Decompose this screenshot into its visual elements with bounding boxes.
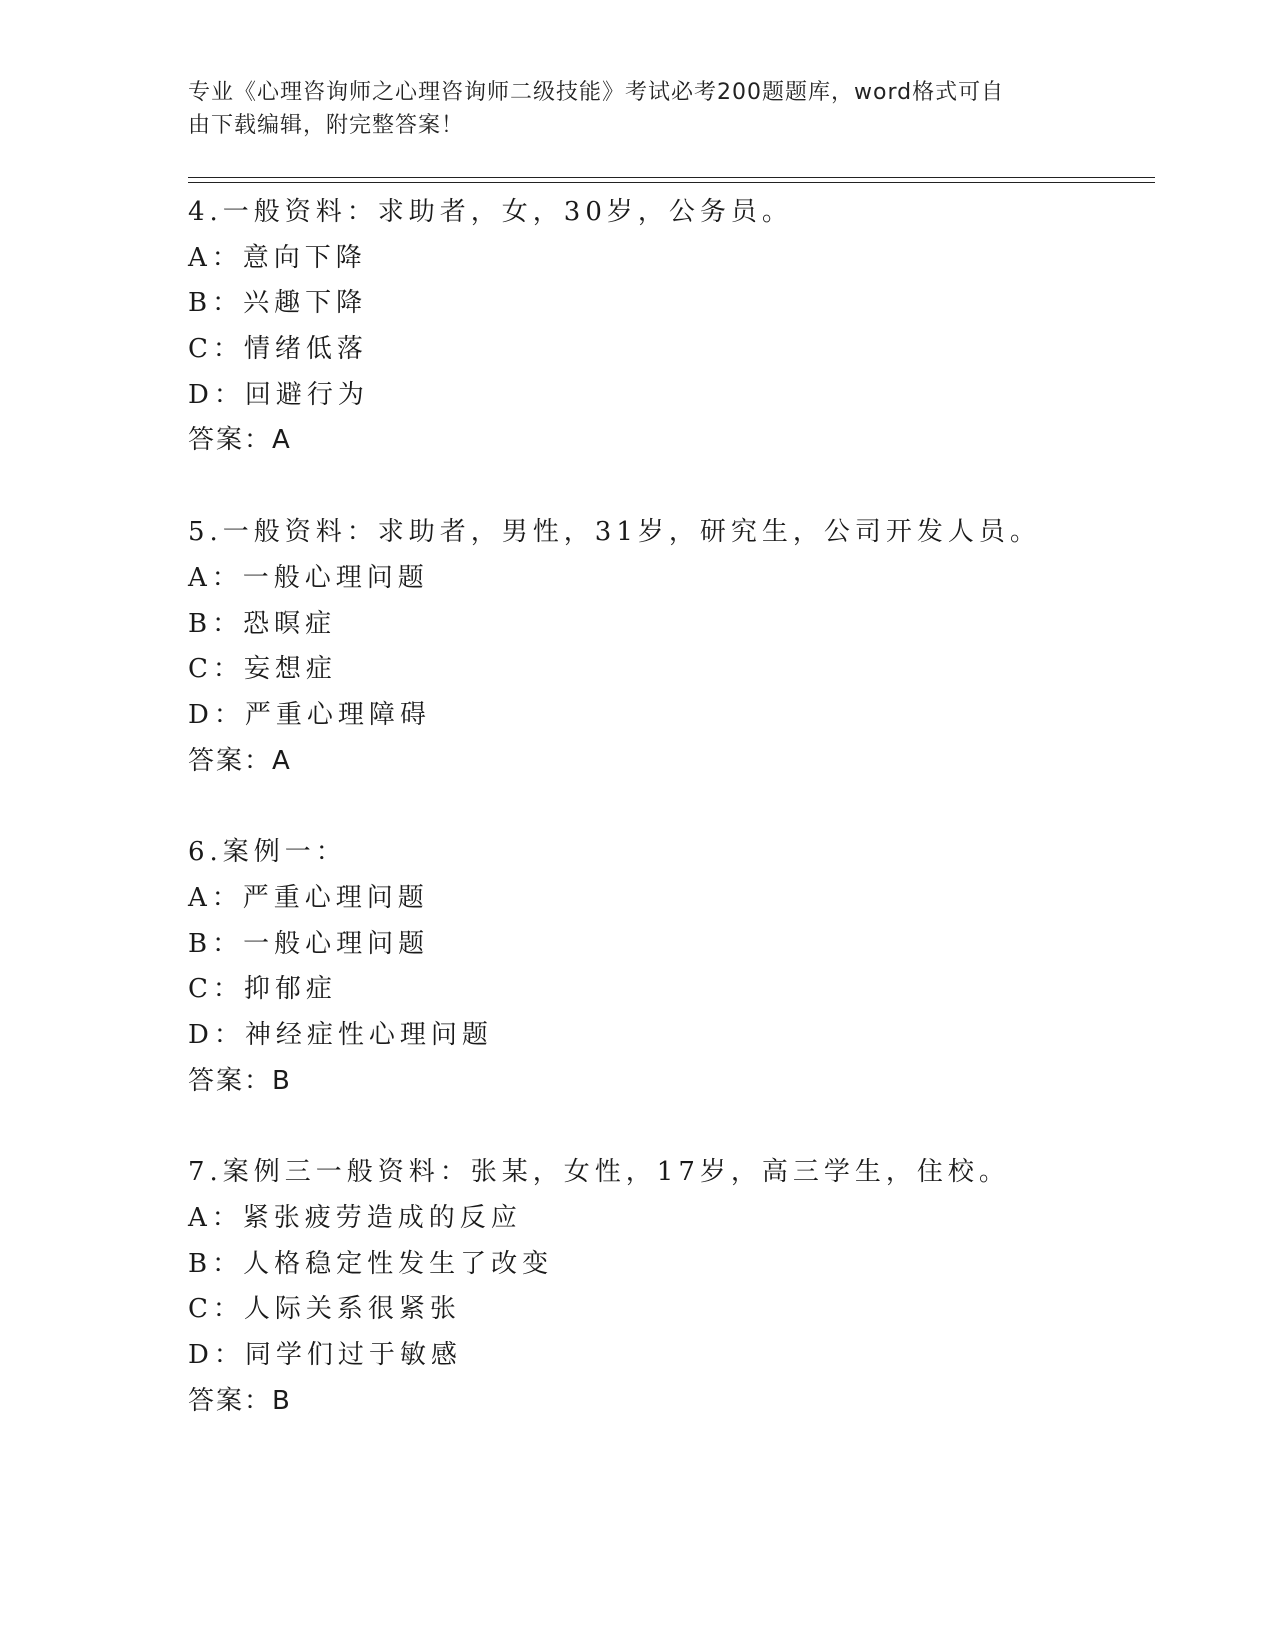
option-d: D：神经症性心理问题 — [188, 1020, 493, 1050]
answer-label: 答案：A — [188, 425, 292, 456]
question-stem: 5.一般资料：求助者，男性，31岁，研究生，公司开发人员。 — [188, 517, 1041, 548]
option-a: A：一般心理问题 — [188, 562, 429, 593]
option-d: D：严重心理障碍 — [188, 699, 431, 730]
question-4 — [188, 190, 1148, 464]
option-c: C：情绪低落 — [188, 334, 368, 365]
option-c: C：妄想症 — [188, 654, 337, 685]
option-b: B：恐暝症 — [188, 608, 337, 639]
header-line-1: 专业《心理咨询师之心理咨询师二级技能》考试必考200题题库，word格式可自 — [188, 80, 1005, 105]
answer-label: 答案：B — [188, 1065, 292, 1096]
option-a: A：意向下降 — [188, 242, 367, 273]
option-b: B：兴趣下降 — [188, 288, 368, 319]
question-7 — [188, 1150, 1148, 1424]
header-divider-top — [188, 177, 1155, 178]
option-c: C：抑郁症 — [188, 974, 337, 1005]
document-header — [188, 76, 1088, 142]
option-c: C：人际关系很紧张 — [188, 1294, 461, 1325]
answer-label: 答案：B — [188, 1385, 292, 1416]
question-5 — [188, 510, 1148, 784]
option-d: D：回避行为 — [188, 379, 369, 410]
answer-label: 答案：A — [188, 745, 292, 776]
option-b: B：人格稳定性发生了改变 — [188, 1248, 554, 1279]
question-list — [188, 190, 1148, 1471]
header-line-2: 由下载编辑，附完整答案！ — [188, 113, 465, 138]
option-a: A：紧张疲劳造成的反应 — [188, 1203, 522, 1234]
header-divider-bottom — [188, 182, 1155, 183]
option-b: B：一般心理问题 — [188, 928, 430, 959]
question-stem: 7.案例三一般资料：张某，女性，17岁，高三学生，住校。 — [188, 1157, 1010, 1188]
question-stem: 4.一般资料：求助者，女，30岁，公务员。 — [188, 197, 793, 227]
question-stem: 6.案例一： — [188, 837, 347, 868]
option-d: D：同学们过于敏感 — [188, 1340, 462, 1371]
question-6 — [188, 830, 1148, 1104]
option-a: A：严重心理问题 — [188, 882, 429, 913]
